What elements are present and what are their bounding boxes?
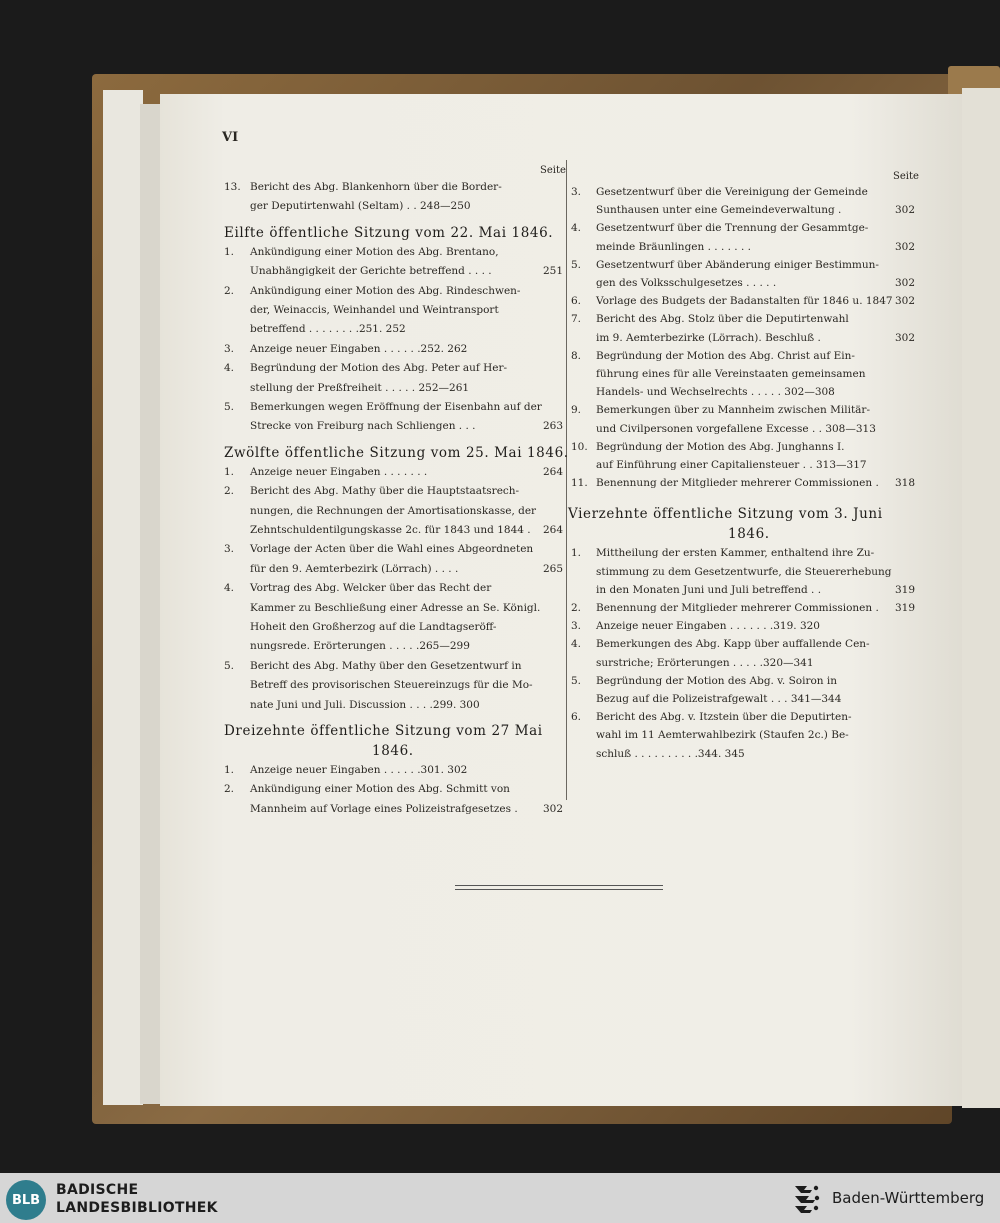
entry-text-line: surstriche; Erörterungen . . . . .320—341 xyxy=(596,656,814,669)
entry-text-line: nungsrede. Erörterungen . . . . .265—299 xyxy=(250,640,470,653)
entry-number: 6. xyxy=(571,295,582,308)
entry-number: 9. xyxy=(571,404,582,417)
footer-bar xyxy=(0,1173,1000,1223)
entry-text-line: stimmung zu dem Gesetzentwurfe, die Steuererhebung xyxy=(596,565,892,578)
entry-number: 1. xyxy=(224,764,235,776)
section-heading: Dreizehnte öffentliche Sitzung vom 27 Mai xyxy=(224,723,543,739)
entry-text-line: Bemerkungen über zu Mannheim zwischen Militär- xyxy=(596,404,870,417)
entry-text-line: Strecke von Freiburg nach Schliengen . . . xyxy=(250,420,476,433)
entry-number: 5. xyxy=(571,258,582,271)
entry-text-line: meinde Bräunlingen . . . . . . . xyxy=(596,240,751,253)
state-lions-icon xyxy=(792,1181,822,1215)
entry-page-ref: 318 xyxy=(894,477,915,490)
entry-text-line: Bericht des Abg. Mathy über den Gesetzentwurf in xyxy=(250,659,522,672)
entry-text-line: Ankündigung einer Motion des Abg. Schmitt von xyxy=(250,783,510,796)
entry-text-line: gen des Volksschulgesetzes . . . . . xyxy=(596,277,777,289)
entry-text-line: Ankündigung einer Motion des Abg. Rindeschwen- xyxy=(250,284,521,297)
entry-text-line: Anzeige neuer Eingaben . . . . . .301. 302 xyxy=(250,764,468,776)
entry-number: 3. xyxy=(571,186,582,198)
entry-text-line: Ankündigung einer Motion des Abg. Brentano, xyxy=(250,245,499,258)
section-heading: Zwölfte öffentliche Sitzung vom 25. Mai 1846. xyxy=(224,444,569,461)
entry-text-line: und Civilpersonen vorgefallene Excesse . . 308—313 xyxy=(596,422,876,435)
entry-text-line: Gesetzentwurf über Abänderung einiger Bestimmun- xyxy=(596,258,879,271)
entry-number: 13. xyxy=(224,181,241,193)
page-stack-edge xyxy=(103,90,143,1105)
entry-text-line: Bericht des Abg. Stolz über die Deputirtenwahl xyxy=(596,313,849,326)
entry-text-line: Begründung der Motion des Abg. Peter auf Her- xyxy=(250,362,508,375)
entry-text-line: Sunthausen unter eine Gemeindeverwaltung . xyxy=(596,204,842,217)
column-rule xyxy=(566,160,567,800)
entry-number: 2. xyxy=(224,485,235,498)
entry-text-line: Vortrag des Abg. Welcker über das Recht der xyxy=(250,582,492,595)
entry-text-line: Handels- und Wechselrechts . . . . . 302—308 xyxy=(596,386,835,399)
section-heading: Vierzehnte öffentliche Sitzung vom 3. Juni xyxy=(568,506,883,523)
bw-name: Baden-Württemberg xyxy=(832,1189,985,1207)
entry-text-line: Benennung der Mitglieder mehrerer Commissionen . xyxy=(596,477,879,490)
entry-text-line: Kammer zu Beschließung einer Adresse an Se. Königl. xyxy=(250,601,541,614)
entry-number: 5. xyxy=(224,401,235,413)
entry-number: 4. xyxy=(224,582,235,595)
entry-text-line: Bericht des Abg. v. Itzstein über die Deputirten- xyxy=(596,711,852,724)
entry-page-ref: 319 xyxy=(894,583,915,596)
entry-text-line: Hoheit den Großherzog auf die Landtagseröff- xyxy=(250,621,497,633)
entry-number: 2. xyxy=(571,602,582,614)
entry-text-line: Vorlage des Budgets der Badanstalten für 1846 u. 1847 xyxy=(596,295,893,308)
entry-page-ref: 264 xyxy=(542,465,563,478)
entry-text-line: Gesetzentwurf über die Trennung der Gesammtge- xyxy=(596,222,869,235)
entry-text-line: betreffend . . . . . . . .251. 252 xyxy=(250,323,406,336)
entry-page-ref: 263 xyxy=(542,420,563,433)
entry-text-line: stellung der Preßfreiheit . . . . . 252—261 xyxy=(250,381,470,394)
blb-name-line1: BADISCHE xyxy=(56,1182,139,1198)
blb-logo[interactable]: BLB xyxy=(6,1180,46,1220)
entry-number: 2. xyxy=(224,783,235,796)
entry-text-line: nungen, die Rechnungen der Amortisationskasse, der xyxy=(250,504,537,517)
entry-number: 11. xyxy=(571,477,588,490)
entry-text-line: Begründung der Motion des Abg. Junghanns I. xyxy=(596,440,845,453)
seite-label: Seite xyxy=(540,165,566,176)
entry-page-ref: 302 xyxy=(542,802,563,815)
entry-text-line: Bezug auf die Polizeistrafgewalt . . . 341—344 xyxy=(596,693,842,705)
entry-page-ref: 302 xyxy=(894,331,915,344)
entry-number: 6. xyxy=(571,711,582,724)
entry-text-line: Bericht des Abg. Mathy über die Hauptstaatsrech- xyxy=(250,485,520,498)
entry-page-ref: 302 xyxy=(894,204,915,217)
section-heading-year: 1846. xyxy=(728,526,770,543)
section-heading-year: 1846. xyxy=(372,743,414,759)
entry-text-line: Zehntschuldentilgungskasse 2c. für 1843 und 1844 . xyxy=(250,524,531,536)
entry-number: 8. xyxy=(571,349,582,362)
entry-number: 10. xyxy=(571,440,588,453)
entry-text-line: Bemerkungen des Abg. Kapp über auffallende Cen- xyxy=(596,638,870,651)
entry-number: 1. xyxy=(224,465,235,478)
entry-page-ref: 302 xyxy=(894,277,915,289)
entry-number: 1. xyxy=(224,245,235,258)
blb-name-line2: LANDESBIBLIOTHEK xyxy=(56,1200,218,1216)
entry-text-line: Begründung der Motion des Abg. v. Soiron in xyxy=(596,674,838,687)
entry-page-ref: 264 xyxy=(542,524,563,536)
entry-text-line: führung eines für alle Vereinstaaten gemeinsamen xyxy=(596,368,866,380)
entry-number: 4. xyxy=(571,638,582,651)
entry-page-ref: 251 xyxy=(542,265,563,278)
entry-text-line: ger Deputirtenwahl (Seltam) . . 248—250 xyxy=(250,200,471,213)
entry-number: 5. xyxy=(571,674,582,687)
entry-text-line: Mittheilung der ersten Kammer, enthaltend ihre Zu- xyxy=(596,547,875,560)
entry-number: 1. xyxy=(571,547,582,560)
page-number: VI xyxy=(222,130,239,145)
section-heading: Eilfte öffentliche Sitzung vom 22. Mai 1846. xyxy=(224,224,554,241)
entry-text-line: schluß . . . . . . . . . .344. 345 xyxy=(596,747,745,760)
entry-text-line: Unabhängigkeit der Gerichte betreffend . . . . xyxy=(250,265,492,278)
entry-text-line: Begründung der Motion des Abg. Christ auf Ein- xyxy=(596,349,855,362)
entry-text-line: Betreff des provisorischen Steuereinzugs für die Mo- xyxy=(250,679,533,692)
entry-text-line: nate Juni und Juli. Discussion . . . .299. 300 xyxy=(250,698,480,711)
entry-number: 3. xyxy=(224,342,235,355)
entry-text-line: Vorlage der Acten über die Wahl eines Abgeordneten xyxy=(250,543,534,556)
entry-text-line: im 9. Aemterbezirke (Lörrach). Beschluß . xyxy=(596,331,821,344)
entry-text-line: Gesetzentwurf über die Vereinigung der Gemeinde xyxy=(596,186,868,198)
entry-text-line: Anzeige neuer Eingaben . . . . . . .319. 320 xyxy=(596,620,820,633)
entry-page-ref: 302 xyxy=(894,295,915,308)
entry-number: 2. xyxy=(224,284,235,297)
entry-text-line: in den Monaten Juni und Juli betreffend . . xyxy=(596,583,822,596)
entry-number: 3. xyxy=(224,543,235,556)
entry-text-line: Benennung der Mitglieder mehrerer Commissionen . xyxy=(596,602,879,614)
entry-number: 7. xyxy=(571,313,582,326)
facing-page-edge xyxy=(962,88,1000,1108)
entry-number: 4. xyxy=(571,222,582,235)
entry-text-line: Anzeige neuer Eingaben . . . . . .252. 262 xyxy=(250,342,468,355)
entry-page-ref: 265 xyxy=(542,562,563,575)
entry-page-ref: 319 xyxy=(894,602,915,614)
entry-text-line: auf Einführung einer Capitaliensteuer . . 313—317 xyxy=(596,459,867,471)
entry-text-line: für den 9. Aemterbezirk (Lörrach) . . . . xyxy=(250,562,459,575)
entry-text-line: Bemerkungen wegen Eröffnung der Eisenbahn auf der xyxy=(250,401,542,413)
seite-label: Seite xyxy=(893,171,919,182)
entry-number: 3. xyxy=(571,620,582,633)
entry-text-line: Bericht des Abg. Blankenhorn über die Border- xyxy=(250,181,502,193)
entry-text-line: Mannheim auf Vorlage eines Polizeistrafgesetzes . xyxy=(250,802,518,815)
entry-text-line: der, Weinaccis, Weinhandel und Weintransport xyxy=(250,304,499,316)
entry-text-line: wahl im 11 Aemterwahlbezirk (Staufen 2c.) Be- xyxy=(596,729,849,742)
entry-number: 5. xyxy=(224,659,235,672)
entry-number: 4. xyxy=(224,362,235,375)
end-rule xyxy=(455,885,663,890)
entry-page-ref: 302 xyxy=(894,240,915,253)
entry-text-line: Anzeige neuer Eingaben . . . . . . . xyxy=(250,465,428,478)
